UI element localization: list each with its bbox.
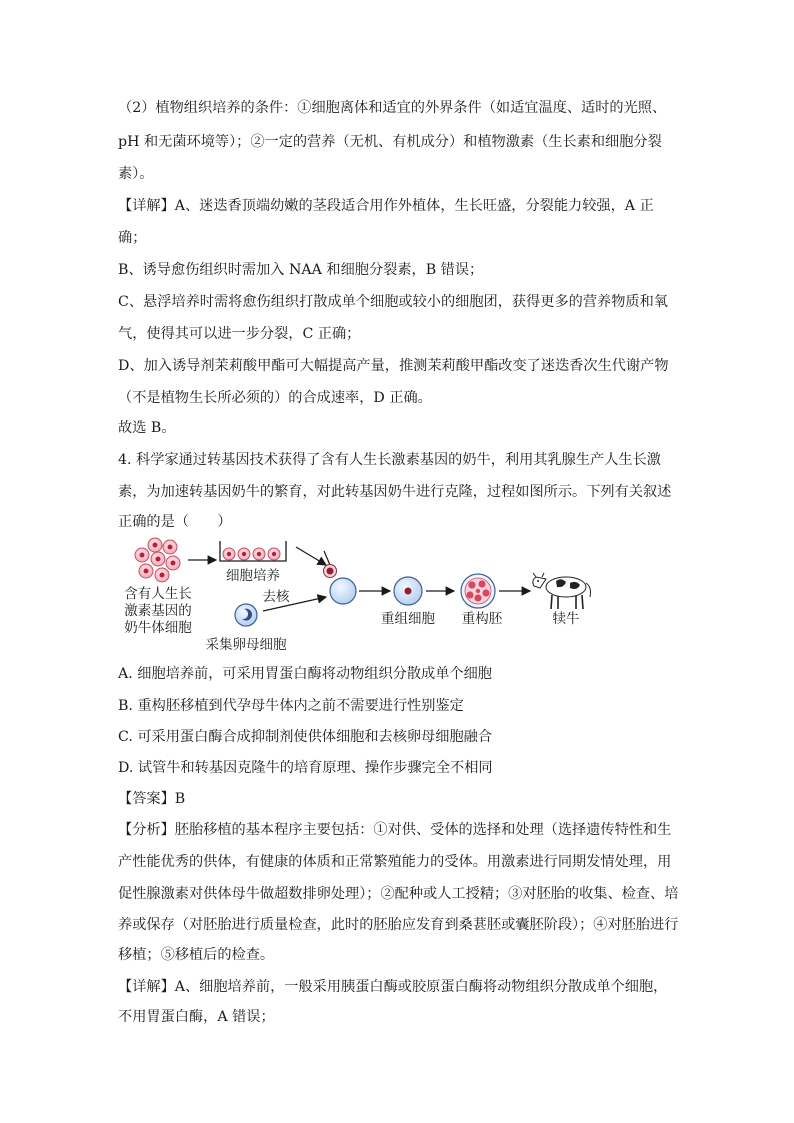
option-c: C. 可采用蛋白酶合成抑制剂使供体细胞和去核卵母细胞融合 bbox=[118, 729, 493, 745]
option-b: B. 重构胚移植到代孕母牛体内之前不需要进行性别鉴定 bbox=[118, 698, 464, 714]
calf-icon bbox=[533, 573, 591, 609]
oocyte-label: 采集卵母细胞 bbox=[205, 637, 287, 653]
text-line: C、悬浮培养时需将愈伤组织打散成单个细胞或较小的细胞团，获得更多的营养物质和氧 bbox=[118, 294, 668, 310]
analysis-line: 养或保存（对胚胎进行质量检查，此时的胚胎应发育到桑葚胚或囊胚阶段）；④对胚胎进行 bbox=[118, 917, 679, 933]
question-4-line: 4. 科学家通过转基因技术获得了含有人生长激素基因的奶牛，利用其乳腺生产人生长激 bbox=[118, 452, 661, 468]
analysis-line: 促性腺激素对供体母牛做超数排卵处理）；②配种或人工授精；③对胚胎的收集、检查、培 bbox=[118, 886, 679, 902]
analysis-line: 移植；⑤移植后的检查。 bbox=[118, 947, 275, 963]
text-line: （不是植物生长所必须的）的合成速率，D 正确。 bbox=[118, 390, 432, 406]
cloning-process-diagram bbox=[118, 535, 598, 660]
enucleate-label: 去核 bbox=[262, 589, 290, 605]
culture-label: 细胞培养 bbox=[226, 568, 280, 584]
source-label-line: 含有人生长 bbox=[124, 586, 192, 602]
analysis-line: 产性能优秀的供体，有健康的体质和正常繁殖能力的受体。用激素进行同期发情处理，用 bbox=[118, 854, 672, 870]
option-a: A. 细胞培养前，可采用胃蛋白酶将动物组织分散成单个细胞 bbox=[118, 666, 492, 682]
somatic-cell-cluster bbox=[135, 538, 180, 582]
calf-label: 犊牛 bbox=[552, 611, 580, 627]
reconstructed-cell-label: 重组细胞 bbox=[381, 611, 435, 627]
analysis-line: 【分析】胚胎移植的基本程序主要包括：①对供、受体的选择和处理（选择遗传特性和生 bbox=[118, 822, 672, 838]
text-line: 【详解】A、迷迭香顶端幼嫩的茎段适合用作外植体，生长旺盛，分裂能力较强，A 正 bbox=[118, 198, 654, 214]
answer-line: 【答案】B bbox=[118, 791, 186, 807]
micropipette bbox=[324, 551, 330, 565]
detail-line: 不用胃蛋白酶，A 错误； bbox=[118, 1009, 275, 1025]
text-line: B、诱导愈伤组织时需加入 NAA 和细胞分裂素，B 错误； bbox=[118, 262, 484, 278]
question-4-line: 正确的是（ ） bbox=[118, 514, 232, 530]
arrow-donor-cell bbox=[296, 547, 326, 565]
source-label-line: 奶牛体细胞 bbox=[124, 620, 192, 636]
text-line: 确； bbox=[118, 230, 147, 246]
oocyte bbox=[235, 604, 257, 626]
question-4-line: 素，为加速转基因奶牛的繁育，对此转基因奶牛进行克隆，过程如图所示。下列有关叙述 bbox=[118, 484, 672, 500]
text-line: pH 和无菌环境等）；②一定的营养（无机、有机成分）和植物激素（生长素和细胞分裂 bbox=[118, 134, 662, 150]
reconstructed-nucleus bbox=[405, 588, 412, 595]
source-label-line: 激素基因的 bbox=[124, 603, 192, 619]
cell-culture-dish bbox=[220, 541, 286, 561]
enucleated-oocyte bbox=[330, 578, 356, 604]
text-line: 素）。 bbox=[118, 166, 154, 182]
text-line: D、加入诱导剂茉莉酸甲酯可大幅提高产量，推测茉莉酸甲酯改变了迷迭香次生代谢产物 bbox=[118, 358, 669, 374]
text-line: 气，使得其可以进一步分裂，C 正确； bbox=[118, 326, 361, 342]
reconstructed-embryo bbox=[461, 574, 495, 608]
option-d: D. 试管牛和转基因克隆牛的培育原理、操作步骤完全不相同 bbox=[118, 760, 493, 776]
detail-line: 【详解】A、细胞培养前，一般采用胰蛋白酶或胶原蛋白酶将动物组织分散成单个细胞， bbox=[118, 979, 668, 995]
donor-nucleus bbox=[327, 568, 334, 575]
reconstructed-embryo-label: 重构胚 bbox=[461, 611, 503, 627]
text-line: 故选 B。 bbox=[118, 420, 176, 436]
text-line: （2）植物组织培养的条件：①细胞离体和适宜的外界条件（如适宜温度、适时的光照、 bbox=[118, 100, 667, 116]
